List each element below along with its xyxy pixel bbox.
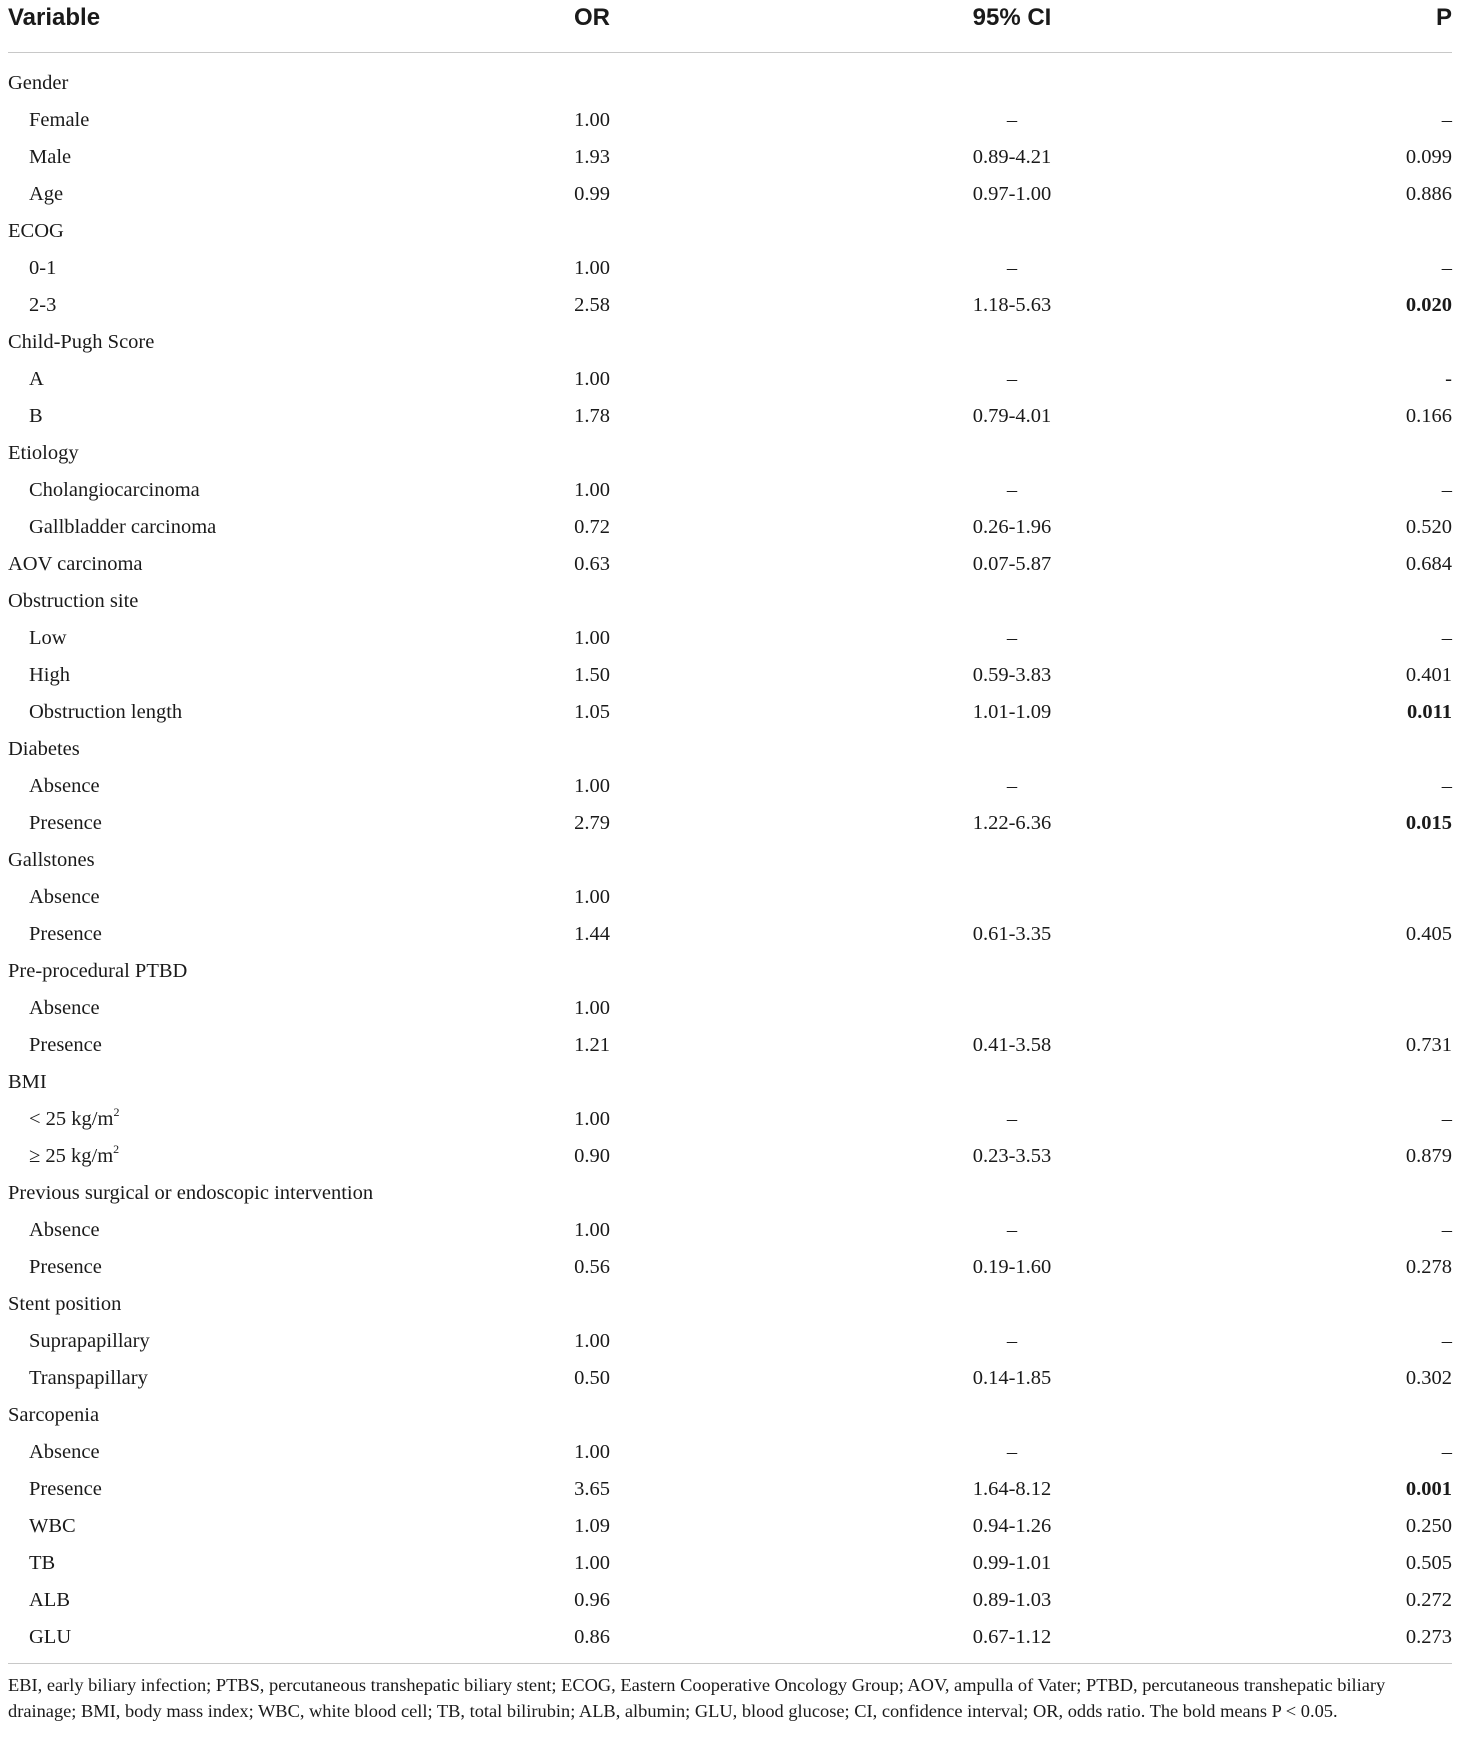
cell-variable-text: AOV carcinoma xyxy=(8,553,143,575)
cell-p: 0.505 xyxy=(1405,1552,1452,1574)
table-row xyxy=(8,213,1452,250)
cell-p: 0.015 xyxy=(1405,812,1452,834)
table-row xyxy=(8,287,1452,324)
cell-p: 0.250 xyxy=(1405,1515,1452,1537)
cell-ci: 0.59-3.83 xyxy=(972,664,1052,686)
cell-variable-text: Sarcopenia xyxy=(8,1404,100,1426)
cell-variable xyxy=(29,657,70,694)
cell-p: – xyxy=(1441,1441,1452,1463)
cell-variable xyxy=(29,620,67,657)
cell-variable xyxy=(29,176,63,213)
header-ci: 95% CI xyxy=(972,4,1052,31)
cell-ci: 1.64-8.12 xyxy=(972,1478,1052,1500)
cell-or: 1.00 xyxy=(574,1108,610,1130)
cell-ci: 0.94-1.26 xyxy=(972,1515,1052,1537)
cell-variable xyxy=(29,768,100,805)
cell-variable-text: Gallstones xyxy=(8,849,95,871)
cell-variable-text: ≥ 25 kg/m xyxy=(29,1145,114,1167)
cell-variable xyxy=(29,1619,71,1656)
cell-variable-text: ALB xyxy=(29,1589,70,1611)
cell-variable xyxy=(29,1138,119,1175)
cell-variable-text: Etiology xyxy=(8,442,79,464)
cell-variable xyxy=(29,398,43,435)
cell-variable xyxy=(8,546,143,583)
table-row xyxy=(8,768,1452,805)
cell-variable-text: Transpapillary xyxy=(29,1367,148,1389)
cell-variable-text: Presence xyxy=(29,1256,102,1278)
cell-variable-superscript: 2 xyxy=(113,1142,120,1156)
cell-or: 0.90 xyxy=(574,1145,610,1167)
cell-variable-text: High xyxy=(29,664,70,686)
table-row xyxy=(8,694,1452,731)
cell-p: – xyxy=(1441,479,1452,501)
cell-or: 1.50 xyxy=(574,664,610,686)
cell-variable-text: WBC xyxy=(29,1515,76,1537)
cell-variable xyxy=(29,472,200,509)
table-row xyxy=(8,916,1452,953)
cell-variable xyxy=(29,1101,119,1138)
cell-p: 0.001 xyxy=(1405,1478,1452,1500)
cell-ci: – xyxy=(1006,1108,1018,1130)
cell-p: – xyxy=(1441,1219,1452,1241)
cell-variable-text: Age xyxy=(29,183,64,205)
cell-variable-text: 2-3 xyxy=(29,294,57,316)
cell-variable xyxy=(8,435,79,472)
table-row xyxy=(8,1582,1452,1619)
cell-variable xyxy=(29,287,56,324)
table-row xyxy=(8,139,1452,176)
table-row xyxy=(8,1508,1452,1545)
table-row xyxy=(8,1323,1452,1360)
cell-or: 2.58 xyxy=(574,294,610,316)
table-body xyxy=(8,53,1452,1656)
table-row xyxy=(8,176,1452,213)
cell-p: 0.273 xyxy=(1405,1626,1452,1648)
cell-variable-text: Female xyxy=(29,109,90,131)
cell-ci: 1.01-1.09 xyxy=(972,701,1052,723)
cell-or: 1.00 xyxy=(574,109,610,131)
cell-variable-text: Presence xyxy=(29,1034,102,1056)
cell-variable-text: Presence xyxy=(29,923,102,945)
cell-p: 0.520 xyxy=(1405,516,1452,538)
table-row xyxy=(8,1064,1452,1101)
cell-p: – xyxy=(1441,627,1452,649)
cell-p: 0.684 xyxy=(1405,553,1452,575)
table-row xyxy=(8,620,1452,657)
cell-ci: 1.18-5.63 xyxy=(972,294,1052,316)
table-row xyxy=(8,1212,1452,1249)
table-row xyxy=(8,1397,1452,1434)
cell-variable xyxy=(29,1545,55,1582)
cell-or: 1.00 xyxy=(574,479,610,501)
table-row xyxy=(8,435,1452,472)
cell-ci: – xyxy=(1006,1441,1018,1463)
cell-variable xyxy=(29,990,100,1027)
table-row xyxy=(8,1027,1452,1064)
cell-or: 3.65 xyxy=(574,1478,610,1500)
cell-or: 0.50 xyxy=(574,1367,610,1389)
cell-p: – xyxy=(1441,1330,1452,1352)
cell-variable xyxy=(29,1027,102,1064)
cell-or: 1.05 xyxy=(574,701,610,723)
cell-or: 1.00 xyxy=(574,368,610,390)
table-row xyxy=(8,250,1452,287)
cell-or: 1.00 xyxy=(574,886,610,908)
cell-variable xyxy=(29,1212,100,1249)
cell-or: 1.44 xyxy=(574,923,610,945)
cell-or: 1.00 xyxy=(574,257,610,279)
cell-variable xyxy=(8,583,138,620)
cell-variable xyxy=(29,139,71,176)
cell-variable-text: Absence xyxy=(29,886,100,908)
cell-ci: – xyxy=(1006,479,1018,501)
cell-or: 1.00 xyxy=(574,997,610,1019)
cell-p: – xyxy=(1441,1108,1452,1130)
table-footnote: EBI, early biliary infection; PTBS, percutaneous transhepatic biliary stent; ECOG, Eastern Cooperative Oncology Group; AOV, ampulla of Vater; PTBD, percutaneous transhepatic biliary drainage; BMI, body mass index; WBC, white blood cell; TB, total bilirubin; ALB, albumin; GLU, blood glucose; CI, confidence interval; OR, odds ratio. The bold means P < 0.05. xyxy=(8,1675,1386,1721)
cell-ci: 0.41-3.58 xyxy=(972,1034,1052,1056)
cell-p: 0.020 xyxy=(1405,294,1452,316)
cell-variable xyxy=(29,879,100,916)
cell-variable xyxy=(29,361,44,398)
cell-variable xyxy=(29,916,102,953)
cell-ci: 0.26-1.96 xyxy=(972,516,1052,538)
cell-p: – xyxy=(1441,257,1452,279)
table-row xyxy=(8,1434,1452,1471)
cell-variable-text: B xyxy=(29,405,43,427)
cell-ci: 0.97-1.00 xyxy=(972,183,1052,205)
cell-ci: – xyxy=(1006,1330,1018,1352)
table-row xyxy=(8,361,1452,398)
cell-p: 0.886 xyxy=(1405,183,1452,205)
cell-or: 2.79 xyxy=(574,812,610,834)
cell-p: 0.302 xyxy=(1405,1367,1452,1389)
cell-variable-text: Cholangiocarcinoma xyxy=(29,479,200,501)
cell-ci: 0.14-1.85 xyxy=(972,1367,1052,1389)
cell-variable-text: GLU xyxy=(29,1626,72,1648)
table-row xyxy=(8,731,1452,768)
cell-variable xyxy=(29,250,56,287)
cell-variable xyxy=(8,1064,47,1101)
cell-ci: 0.67-1.12 xyxy=(972,1626,1052,1648)
cell-variable-text: Absence xyxy=(29,1219,100,1241)
cell-ci: – xyxy=(1006,1219,1018,1241)
cell-variable-text: < 25 kg/m xyxy=(29,1108,114,1130)
cell-ci: 0.23-3.53 xyxy=(972,1145,1052,1167)
cell-variable-text: Stent position xyxy=(8,1293,122,1315)
cell-p: 0.099 xyxy=(1405,146,1452,168)
cell-variable xyxy=(29,102,89,139)
cell-variable-text: 0-1 xyxy=(29,257,57,279)
cell-variable-text: BMI xyxy=(8,1071,47,1093)
cell-variable-text: Absence xyxy=(29,775,100,797)
table-row xyxy=(8,398,1452,435)
table-row xyxy=(8,65,1452,102)
cell-variable xyxy=(29,509,216,546)
table-bottom-rule xyxy=(8,1663,1452,1664)
results-table xyxy=(8,0,1452,1656)
cell-ci: 0.79-4.01 xyxy=(972,405,1052,427)
cell-ci: 0.61-3.35 xyxy=(972,923,1052,945)
cell-variable xyxy=(8,842,95,879)
table-row xyxy=(8,102,1452,139)
cell-ci: 0.19-1.60 xyxy=(972,1256,1052,1278)
cell-variable-text: Low xyxy=(29,627,67,649)
header-variable: Variable xyxy=(8,4,101,31)
cell-or: 1.00 xyxy=(574,627,610,649)
cell-variable-text: Obstruction site xyxy=(8,590,139,612)
cell-variable xyxy=(29,694,182,731)
cell-variable xyxy=(8,731,80,768)
cell-variable xyxy=(29,1582,70,1619)
cell-variable xyxy=(29,1360,148,1397)
cell-variable xyxy=(8,1175,373,1212)
cell-variable-text: Child-Pugh Score xyxy=(8,331,155,353)
cell-ci: – xyxy=(1006,257,1018,279)
cell-variable-text: Presence xyxy=(29,812,102,834)
cell-variable xyxy=(29,1471,102,1508)
table-row xyxy=(8,509,1452,546)
cell-p: 0.011 xyxy=(1407,701,1452,723)
cell-variable-superscript: 2 xyxy=(113,1105,120,1119)
table-row xyxy=(8,842,1452,879)
cell-variable xyxy=(8,1397,99,1434)
cell-variable xyxy=(29,1434,100,1471)
cell-variable-text: Suprapapillary xyxy=(29,1330,150,1352)
cell-variable-text: Absence xyxy=(29,1441,100,1463)
cell-p: 0.278 xyxy=(1405,1256,1452,1278)
cell-or: 0.72 xyxy=(574,516,610,538)
table-row xyxy=(8,583,1452,620)
table-row xyxy=(8,1619,1452,1656)
table-row xyxy=(8,990,1452,1027)
table-row xyxy=(8,546,1452,583)
table-row xyxy=(8,657,1452,694)
cell-variable xyxy=(29,805,102,842)
cell-variable-text: A xyxy=(29,368,44,390)
table-row xyxy=(8,1545,1452,1582)
cell-ci: – xyxy=(1006,775,1018,797)
cell-variable-text: Pre-procedural PTBD xyxy=(8,960,188,982)
cell-ci: 0.89-1.03 xyxy=(972,1589,1052,1611)
table-row xyxy=(8,1286,1452,1323)
cell-variable-text: Previous surgical or endoscopic intervention xyxy=(8,1182,374,1204)
cell-or: 1.00 xyxy=(574,1441,610,1463)
cell-or: 1.09 xyxy=(574,1515,610,1537)
header-p: P xyxy=(1435,4,1452,31)
cell-ci: – xyxy=(1006,627,1018,649)
header-or: OR xyxy=(574,4,610,31)
cell-variable-text: Diabetes xyxy=(8,738,80,760)
cell-or: 1.00 xyxy=(574,1219,610,1241)
cell-p: 0.166 xyxy=(1405,405,1452,427)
table-row xyxy=(8,1360,1452,1397)
cell-or: 0.56 xyxy=(574,1256,610,1278)
cell-variable xyxy=(8,1286,121,1323)
cell-ci: – xyxy=(1006,109,1018,131)
cell-p: 0.405 xyxy=(1405,923,1452,945)
table-row xyxy=(8,879,1452,916)
table-row xyxy=(8,324,1452,361)
cell-p: 0.879 xyxy=(1405,1145,1452,1167)
table-row xyxy=(8,805,1452,842)
cell-or: 1.21 xyxy=(574,1034,610,1056)
cell-p: 0.272 xyxy=(1405,1589,1452,1611)
cell-variable xyxy=(29,1508,76,1545)
table-row xyxy=(8,1138,1452,1175)
cell-or: 1.00 xyxy=(574,775,610,797)
cell-variable xyxy=(8,65,68,102)
table-header xyxy=(8,0,1452,53)
table-row xyxy=(8,1471,1452,1508)
cell-p: – xyxy=(1441,109,1452,131)
cell-ci: 0.89-4.21 xyxy=(972,146,1052,168)
cell-variable-text: Gallbladder carcinoma xyxy=(29,516,217,538)
cell-p: – xyxy=(1441,775,1452,797)
cell-variable xyxy=(29,1249,102,1286)
cell-variable-text: Gender xyxy=(8,72,69,94)
cell-p: 0.731 xyxy=(1405,1034,1452,1056)
cell-variable-text: Presence xyxy=(29,1478,102,1500)
cell-ci: 0.99-1.01 xyxy=(972,1552,1052,1574)
cell-variable-text: Male xyxy=(29,146,72,168)
cell-or: 1.00 xyxy=(574,1330,610,1352)
cell-p: 0.401 xyxy=(1405,664,1452,686)
cell-variable-text: ECOG xyxy=(8,220,64,242)
cell-or: 1.00 xyxy=(574,1552,610,1574)
cell-variable-text: TB xyxy=(29,1552,56,1574)
cell-variable-text: Absence xyxy=(29,997,100,1019)
cell-ci: 0.07-5.87 xyxy=(972,553,1052,575)
table-row xyxy=(8,953,1452,990)
cell-variable xyxy=(8,213,64,250)
cell-ci: – xyxy=(1006,368,1018,390)
cell-variable xyxy=(8,953,187,990)
cell-or: 1.78 xyxy=(574,405,610,427)
cell-p: - xyxy=(1445,368,1452,390)
table-row xyxy=(8,1249,1452,1286)
table-row xyxy=(8,1175,1452,1212)
table-row xyxy=(8,1101,1452,1138)
cell-variable xyxy=(8,324,154,361)
cell-or: 0.96 xyxy=(574,1589,610,1611)
cell-variable xyxy=(29,1323,150,1360)
cell-or: 0.63 xyxy=(574,553,610,575)
cell-or: 1.93 xyxy=(574,146,610,168)
cell-or: 0.86 xyxy=(574,1626,610,1648)
cell-or: 0.99 xyxy=(574,183,610,205)
cell-ci: 1.22-6.36 xyxy=(972,812,1052,834)
table-row xyxy=(8,472,1452,509)
cell-variable-text: Obstruction length xyxy=(29,701,183,723)
